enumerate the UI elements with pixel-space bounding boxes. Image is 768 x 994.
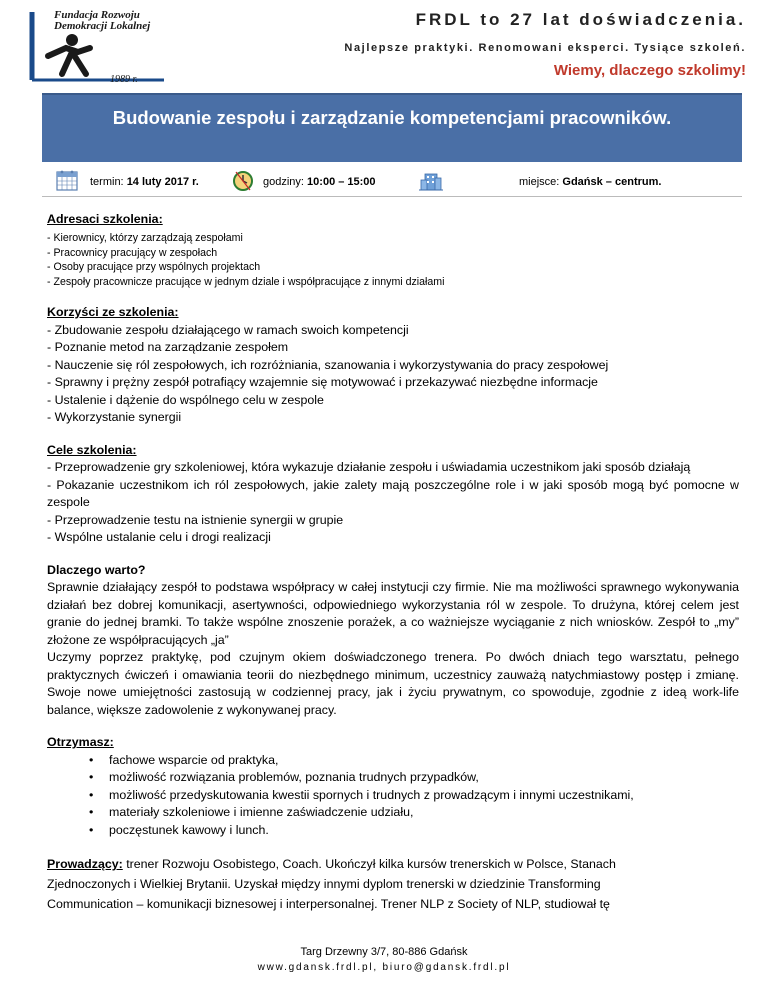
list-item: - Zbudowanie zespołu działającego w ramach swoich kompetencji [47, 322, 409, 337]
section-cele [47, 442, 739, 547]
list-item: • fachowe wsparcie od praktyka, [89, 752, 739, 770]
section-korzysci [47, 304, 739, 427]
list-item: • możliwość rozwiązania problemów, poznania trudnych przypadków, [89, 769, 739, 787]
date-label: termin: [90, 176, 124, 188]
prowadzacy-line-2: Zjednoczonych i Wielkiej Brytanii. Uzyskał między innymi dyplom trenerski w dziedzinie Transforming [47, 877, 601, 891]
dlaczego-paragraph-2: Uczymy poprzez praktykę, pod czujnym okiem doświadczonego trenera. Po dwóch dniach tego warsztatu, pełnego praktycznych ćwiczeń i omawiania teorii do niezbędnego minimum, uczestnicy zauważą natychmiastowy postęp i zmianę. Swoje nowe umiejętności zastosują w codziennej pracy, jak i życiu prywatnym, co spowoduje, zgodnie z ideą work-life balance, większe zadowolenie z wykonywanej pracy. [47, 650, 739, 717]
date-value: 14 luty 2017 r. [126, 176, 199, 188]
prowadzacy-line-1: trener Rozwoju Osobistego, Coach. Ukończył kilka kursów trenerskich w Polsce, Stanach [126, 857, 616, 871]
place-info [519, 176, 661, 188]
dlaczego-heading: Dlaczego warto? [47, 562, 146, 577]
list-item: - Wspólne ustalanie celu i drogi realizacji [47, 530, 271, 544]
list-item: • możliwość przedyskutowania kwestii spornych i trudnych z prowadzącym i innymi uczestnikami, [89, 787, 739, 805]
header-subtagline: Najlepsze praktyki. Renomowani eksperci. Tysiące szkoleń. [344, 42, 746, 54]
date-info [90, 176, 199, 188]
prowadzacy-line-3: Communication – komunikacji biznesowej i interpersonalnej. Trener NLP z Society of NLP, studiował tę [47, 897, 610, 911]
hours-label: godziny: [263, 176, 304, 188]
list-item: • materiały szkoleniowe i imienne zaświadczenie udziału, [89, 804, 739, 822]
list-item: - Osoby pracujące przy wspólnych projektach [47, 261, 261, 273]
hours-info [263, 176, 376, 188]
cele-heading: Cele szkolenia: [47, 442, 137, 457]
list-item: - Zespoły pracownicze pracujące w jednym dziale i współpracujące z innymi działami [47, 275, 445, 288]
section-adresaci [47, 210, 739, 289]
list-item: • poczęstunek kawowy i lunch. [89, 822, 739, 840]
korzysci-heading: Korzyści ze szkolenia: [47, 305, 179, 319]
list-item: - Pracownicy pracujący w zespołach [47, 246, 218, 259]
list-item: - Kierownicy, którzy zarządzają zespołami [47, 232, 243, 244]
place-label: miejsce: [519, 176, 560, 188]
info-row [42, 166, 742, 197]
footer-address: Targ Drzewny 3/7, 80-886 Gdańsk [300, 946, 468, 958]
list-item: - Ustalenie i dążenie do wspólnego celu w zespole [47, 392, 324, 407]
list-item: - Wykorzystanie synergii [47, 410, 182, 424]
list-item: - Pokazanie uczestnikom ich ról zespołowych, jakie zalety mają poszczególne role i w jaki sposób mogą być pomocne w zespole [47, 477, 739, 509]
list-item: - Przeprowadzenie gry szkoleniowej, która wykazuje działanie zespołu i uświadamia uczestnikom jaki sposób działają [47, 460, 691, 474]
clock-icon [230, 168, 256, 192]
hours-value: 10:00 – 15:00 [307, 176, 376, 188]
building-icon [418, 168, 444, 192]
calendar-icon [54, 168, 80, 192]
footer-contact: www.gdansk.frdl.pl, biuro@gdansk.frdl.pl [257, 962, 511, 973]
list-item: - Poznanie metod na zarządzanie zespołem [47, 340, 289, 354]
section-dlaczego [47, 562, 739, 720]
list-item: - Nauczenie się ról zespołowych, ich rozróżniania, szanowania i wykorzystywania do pracy zespołowej [47, 357, 609, 372]
main-content [47, 210, 739, 914]
logo-year: 1989 r. [110, 74, 138, 85]
dlaczego-paragraph-1: Sprawnie działający zespół to podstawa współpracy w całej instytucji czy firmie. Nie ma możliwości sprawnego wykonywania działań bez dobrej komunikacji, asertywności, odpowiedniego wykorzystania ról w zespole. To drużyna, której celem jest granie do jednej bramki. To także wspólne znoszenie porażek, a co ważniejsze wyciąganie z nich wniosków. Zespół to „my” złożone ze współpracujących „ja” [47, 580, 739, 647]
prowadzacy-heading: Prowadzący: [47, 857, 123, 871]
section-otrzymasz [47, 734, 739, 839]
header-tagline: FRDL to 27 lat doświadczenia. [415, 10, 746, 29]
footer [0, 945, 768, 975]
course-title: Budowanie zespołu i zarządzanie kompetencjami pracowników. [112, 107, 672, 128]
otrzymasz-heading: Otrzymasz: [47, 735, 114, 749]
frdl-logo [28, 8, 168, 88]
list-item: - Sprawny i prężny zespół potrafiący wzajemnie się motywować i przekazywać niezbędne informacje [47, 375, 598, 389]
place-value: Gdańsk – centrum. [562, 176, 662, 188]
list-item: - Przeprowadzenie testu na istnienie synergii w grupie [47, 512, 344, 527]
adresaci-heading: Adresaci szkolenia: [47, 212, 163, 226]
logo-org-name: Fundacja Rozwoju Demokracji Lokalnej [54, 9, 151, 32]
header-slogan: Wiemy, dlaczego szkolimy! [553, 62, 746, 79]
section-prowadzacy [47, 854, 739, 914]
title-banner [42, 93, 742, 162]
